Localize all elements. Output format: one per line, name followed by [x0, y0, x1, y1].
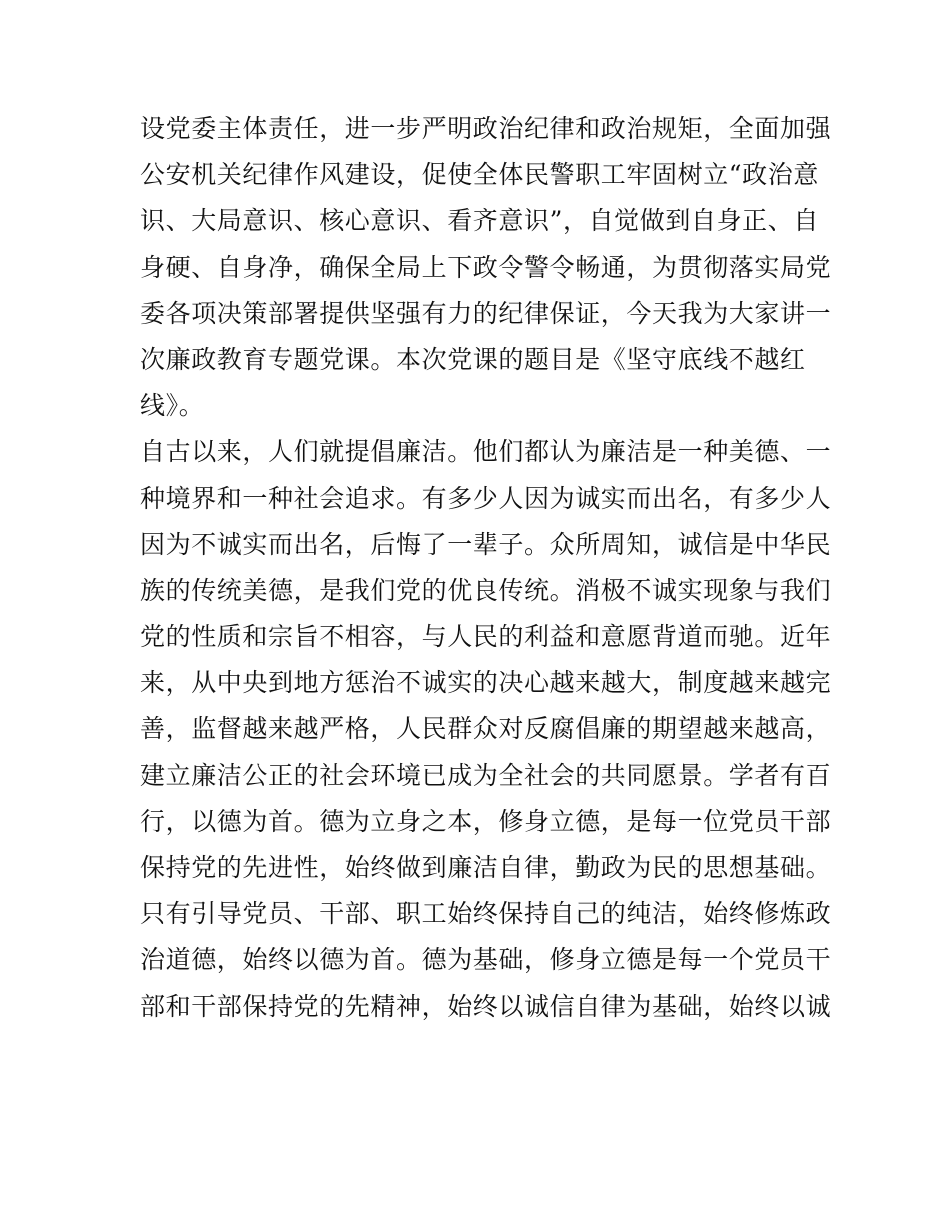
text-line: 线》。 [140, 391, 205, 421]
body-text [140, 106, 832, 1030]
text-line: 次廉政教育专题党课。本次党课的题目是《坚守底线不越红 [140, 344, 806, 374]
text-line: 保持党的先进性，始终做到廉洁自律，勤政为民的思想基础。 [140, 853, 832, 882]
text-line: 识、大局意识、核心意识、看齐意识”，自觉做到自身正、自 [140, 206, 819, 236]
text-line: 委各项决策部署提供坚强有力的纪律保证，今天我为大家讲一 [140, 298, 832, 328]
text-line: 来，从中央到地方惩治不诚实的决心越来越大，制度越来越完 [140, 668, 832, 698]
text-line: 治道德，始终以德为首。德为基础，修身立德是每一个党员干 [140, 945, 832, 975]
text-line: 党的性质和宗旨不相容，与人民的利益和意愿背道而驰。近年 [140, 622, 832, 652]
text-line: 因为不诚实而出名，后悔了一辈子。众所周知，诚信是中华民 [140, 529, 832, 559]
text-line: 只有引导党员、干部、职工始终保持自己的纯洁，始终修炼政 [140, 899, 832, 929]
text-line: 设党委主体责任，进一步严明政治纪律和政治规矩，全面加强 [140, 114, 832, 143]
text-line: 族的传统美德，是我们党的优良传统。消极不诚实现象与我们 [140, 575, 832, 605]
text-line: 种境界和一种社会追求。有多少人因为诚实而出名，有多少人 [140, 483, 832, 513]
text-line: 公安机关纪律作风建设，促使全体民警职工牢固树立“政治意 [140, 160, 819, 190]
text-line: 部和干部保持党的先精神，始终以诚信自律为基础，始终以诚 [140, 991, 832, 1021]
text-line: 善，监督越来越严格，人民群众对反腐倡廉的期望越来越高， [140, 714, 832, 744]
text-line: 行，以德为首。德为立身之本，修身立德，是每一位党员干部 [140, 806, 832, 836]
text-line: 身硬、自身净，确保全局上下政令警令畅通，为贯彻落实局党 [140, 252, 832, 282]
text-line: 建立廉洁公正的社会环境已成为全社会的共同愿景。学者有百 [140, 760, 832, 790]
text-line: 自古以来，人们就提倡廉洁。他们都认为廉洁是一种美德、一 [140, 437, 832, 467]
